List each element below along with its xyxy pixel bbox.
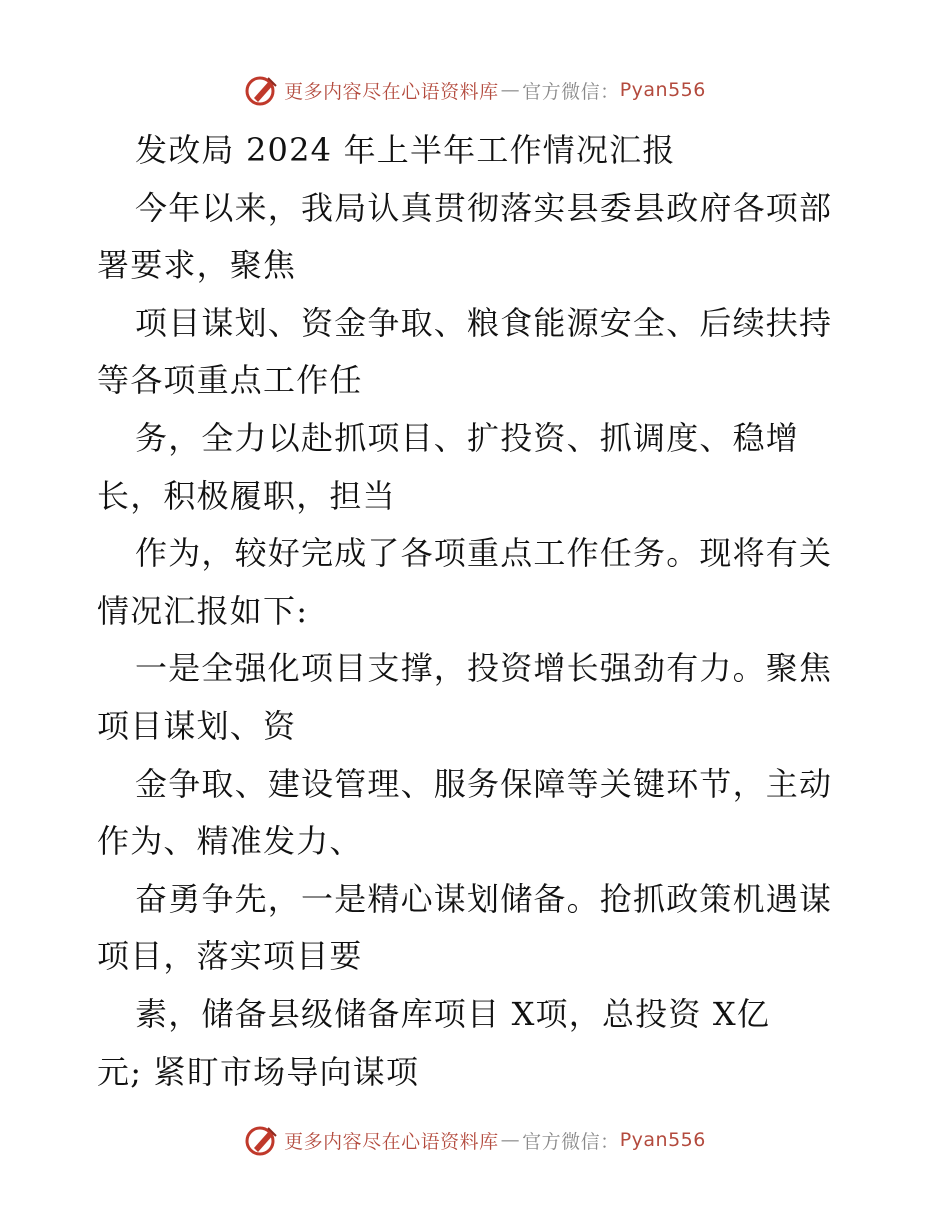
text-line: 一是全强化项目支撑，投资增长强劲有力。聚焦 (135, 649, 833, 688)
text-line: 项目，落实项目要 (97, 937, 363, 976)
text-line: 项目谋划、资 (97, 706, 297, 745)
pen-nib-circle-logo-icon (244, 1122, 280, 1158)
text-line: 奋勇争先，一是精心谋划储备。抢抓政策机遇谋 (135, 879, 833, 918)
watermark-dash: — (500, 79, 521, 101)
watermark-dash: — (500, 1129, 521, 1151)
text-line: 作为，较好完成了各项重点工作任务。现将有关 (135, 534, 833, 573)
text-line: 元; 紧盯市场导向谋项 (97, 1052, 420, 1091)
header-watermark (0, 70, 950, 110)
watermark-text: 更多内容尽在心语资料库 (284, 1130, 499, 1153)
text-line: 项目谋划、资金争取、粮食能源安全、后续扶持 (135, 303, 833, 342)
text-line: 情况汇报如下: (97, 591, 309, 630)
text-line: 作为、精准发力、 (97, 822, 363, 861)
text-line: 素，储备县级储备库项目 X项，总投资 X亿 (135, 994, 771, 1033)
text-line: 务，全力以赴抓项目、扩投资、抓调度、稳增 (135, 418, 800, 457)
watermark-official-label: 官方微信： (522, 1130, 620, 1153)
text-line: 等各项重点工作任 (97, 361, 363, 400)
text-line: 今年以来，我局认真贯彻落实县委县政府各项部 (135, 188, 833, 227)
footer-watermark (0, 1120, 950, 1160)
text-line: 金争取、建设管理、服务保障等关键环节，主动 (135, 764, 833, 803)
text-line: 长，积极履职，担当 (97, 476, 396, 515)
document-title: 发改局 2024 年上半年工作情况汇报 (135, 131, 676, 169)
document-body (97, 122, 857, 1101)
text-line: 署要求，聚焦 (97, 246, 297, 285)
watermark-wechat-id: Pyan556 (619, 79, 706, 101)
watermark-official-label: 官方微信： (522, 80, 620, 103)
pen-nib-circle-logo-icon (244, 72, 280, 108)
watermark-text: 更多内容尽在心语资料库 (284, 80, 499, 103)
watermark-wechat-id: Pyan556 (619, 1129, 706, 1151)
